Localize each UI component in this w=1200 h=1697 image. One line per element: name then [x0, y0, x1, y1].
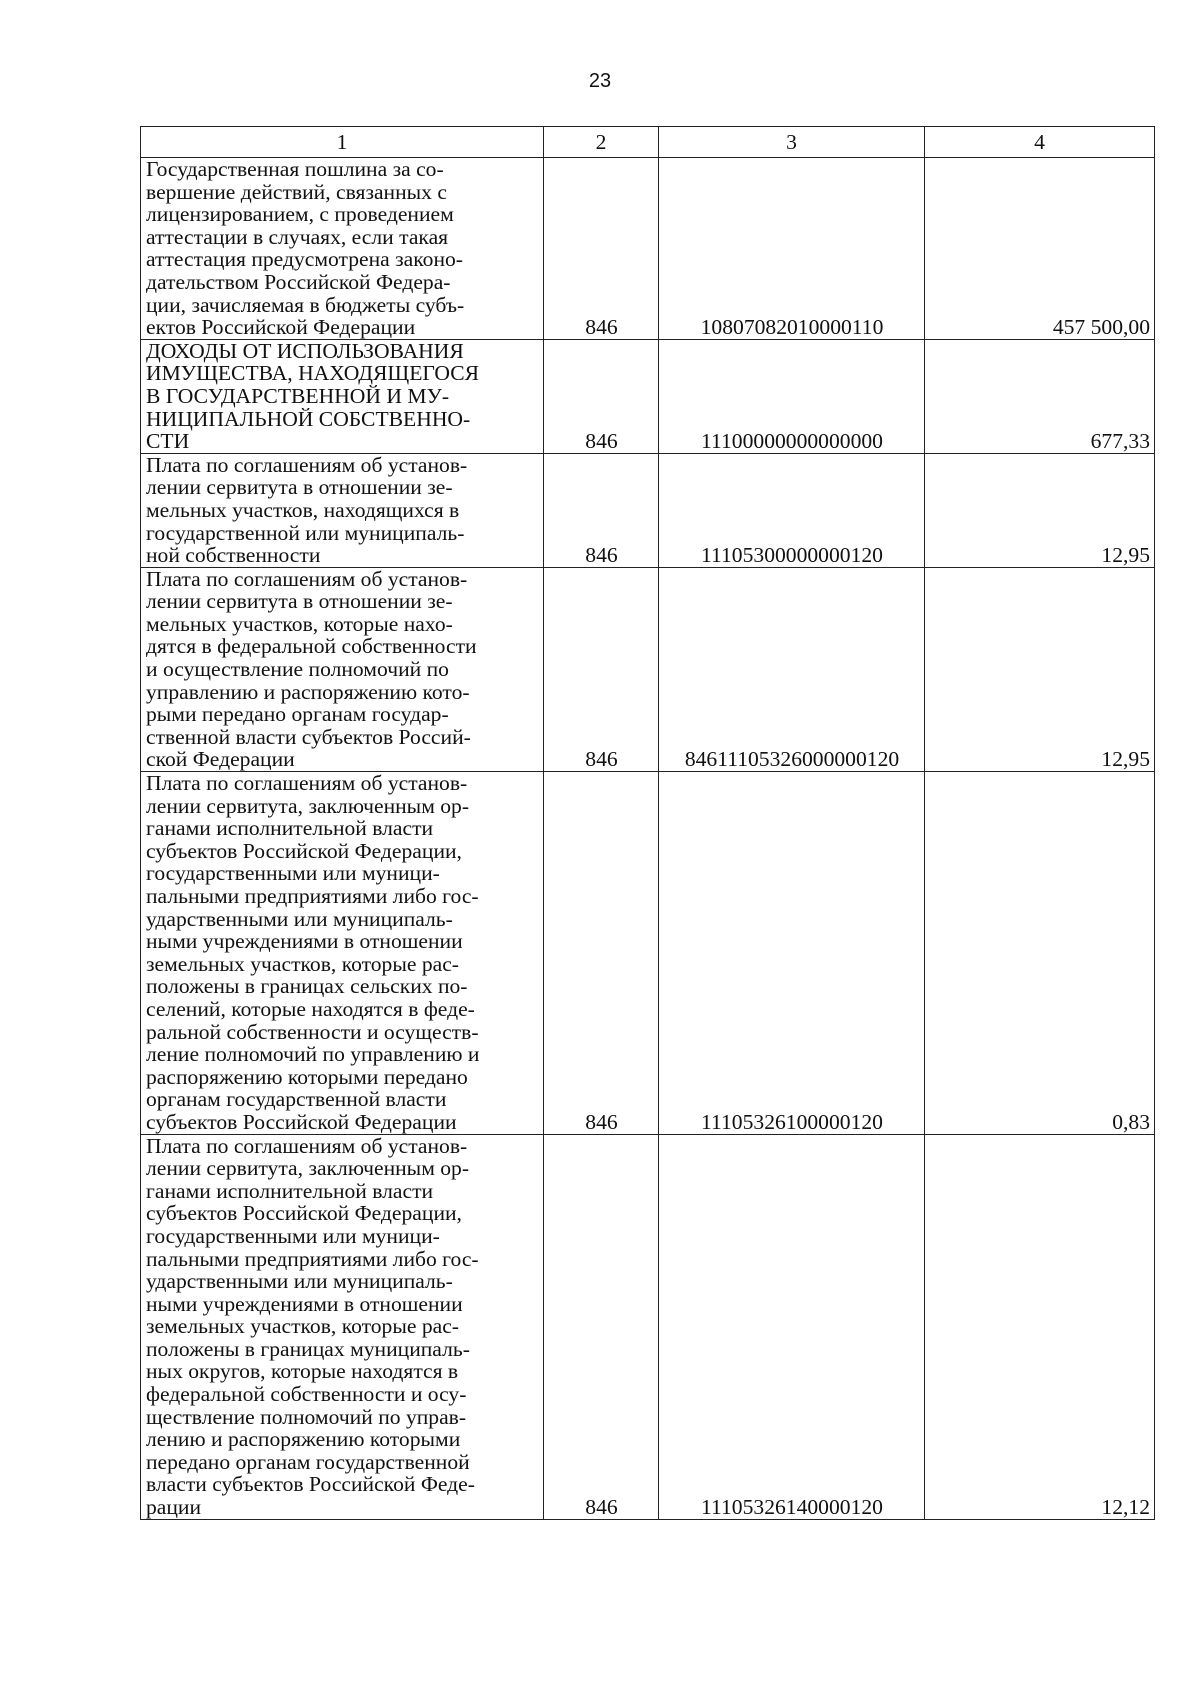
revenue-name-line: мельных участков, находящихся в: [146, 497, 460, 522]
admin-code-cell: 846: [544, 567, 659, 771]
revenue-name-line: Плата по соглашениям об установ-: [146, 771, 468, 796]
revenue-name-cell: [141, 567, 544, 771]
revenue-name-line: органам государственной власти: [146, 1087, 447, 1112]
revenue-name-line: аттестация предусмотрена законо-: [146, 247, 463, 272]
revenue-name-line: ственной власти субъектов Россий-: [146, 724, 471, 749]
revenue-name-line: положены в границах сельских по-: [146, 974, 468, 999]
revenue-name-line: распоряжению которыми передано: [146, 1064, 468, 1089]
table-row: [141, 567, 1155, 771]
revenue-name-line: мельных участков, которые нахо-: [146, 611, 453, 636]
revenue-name-cell: [141, 453, 544, 567]
revenue-name-line: субъектов Российской Федерации,: [146, 838, 462, 863]
revenue-name-line: Государственная пошлина за со-: [146, 157, 444, 181]
revenue-name-line: пальными предприятиями либо гос-: [146, 1246, 479, 1271]
revenue-name-line: лению и распоряжению которыми: [146, 1427, 461, 1452]
revenue-name-line: ление полномочий по управлению и: [146, 1042, 480, 1067]
revenue-name-line: дательством Российской Федера-: [146, 269, 451, 294]
amount-cell: 677,33: [925, 339, 1155, 453]
budget-classification-code-cell: 84611105326000000120: [659, 567, 925, 771]
revenue-name-line: федеральной собственности и осу-: [146, 1382, 467, 1407]
table-row: [141, 772, 1155, 1135]
revenue-name-line: ДОХОДЫ ОТ ИСПОЛЬЗОВАНИЯ: [146, 338, 464, 363]
column-header-1: 1: [141, 127, 544, 158]
revenue-name-line: ударственными или муниципаль-: [146, 906, 453, 931]
revenue-name-line: В ГОСУДАРСТВЕННОЙ И МУ-: [146, 383, 450, 408]
budget-classification-code-cell: 11105326100000120: [659, 772, 925, 1135]
revenue-name-line: власти субъектов Российской Феде-: [146, 1472, 475, 1497]
admin-code-cell: 846: [544, 339, 659, 453]
revenue-name-line: Плата по соглашениям об установ-: [146, 452, 468, 477]
revenue-name-line: ральной собственности и осуществ-: [146, 1019, 479, 1044]
admin-code-cell: 846: [544, 453, 659, 567]
revenue-name-line: ными учреждениями в отношении: [146, 1291, 463, 1316]
revenue-name-line: пальными предприятиями либо гос-: [146, 884, 479, 908]
revenue-name-line: аттестации в случаях, если такая: [146, 224, 449, 249]
revenue-name-line: ганами исполнительной власти: [146, 1178, 434, 1203]
revenue-name-line: ществление полномочий по управ-: [146, 1404, 467, 1429]
revenue-name-cell: [141, 158, 544, 340]
revenue-name-line: рыми передано органам государ-: [146, 702, 449, 727]
budget-classification-code-cell: 10807082010000110: [659, 158, 925, 340]
revenue-name-line: ными учреждениями в отношении: [146, 929, 463, 954]
revenue-name-line: селений, которые находятся в феде-: [146, 996, 475, 1021]
amount-cell: 12,95: [925, 567, 1155, 771]
admin-code-cell: 846: [544, 772, 659, 1135]
revenue-name-line: передано органам государственной: [146, 1449, 470, 1474]
amount-cell: 457 500,00: [925, 158, 1155, 340]
admin-code-cell: 846: [544, 1134, 659, 1519]
revenue-name-line: ударственными или муниципаль-: [146, 1269, 453, 1294]
revenue-name-line: вершение действий, связанных с: [146, 179, 447, 204]
amount-cell: 0,83: [925, 772, 1155, 1135]
amount-cell: 12,12: [925, 1134, 1155, 1519]
revenue-name-line: государственными или муници-: [146, 861, 440, 886]
budget-table: [140, 126, 1155, 1520]
amount-cell: 12,95: [925, 453, 1155, 567]
revenue-name-line: рации: [146, 1495, 202, 1520]
admin-code-cell: 846: [544, 158, 659, 340]
revenue-name-line: лении сервитута в отношении зе-: [146, 589, 453, 614]
revenue-name-line: государственной или муниципаль-: [146, 520, 465, 545]
revenue-name-cell: [141, 1134, 544, 1519]
revenue-name-line: земельных участков, которые рас-: [146, 1314, 459, 1339]
page-number: 23: [588, 70, 612, 92]
revenue-name-line: субъектов Российской Федерации,: [146, 1201, 462, 1226]
budget-classification-code-cell: 11100000000000000: [659, 339, 925, 453]
revenue-name-line: ганами исполнительной власти: [146, 816, 434, 841]
revenue-name-line: ных округов, которые находятся в: [146, 1359, 459, 1384]
revenue-name-line: лении сервитута, заключенным ор-: [146, 1156, 470, 1181]
revenue-name-line: НИЦИПАЛЬНОЙ СОБСТВЕННО-: [146, 406, 471, 431]
revenue-name-line: лении сервитута, заключенным ор-: [146, 793, 470, 818]
table-header-row: [141, 127, 1155, 158]
column-header-2: 2: [544, 127, 659, 158]
table-row: [141, 339, 1155, 453]
column-header-4: 4: [925, 127, 1155, 158]
revenue-name-line: государственными или муници-: [146, 1223, 440, 1248]
revenue-name-line: дятся в федеральной собственности: [146, 634, 477, 659]
revenue-name-line: субъектов Российской Федерации: [146, 1109, 457, 1134]
revenue-name-line: ции, зачисляемая в бюджеты субъ-: [146, 292, 465, 317]
column-header-3: 3: [659, 127, 925, 158]
revenue-name-line: СТИ: [146, 429, 190, 454]
revenue-name-line: ИМУЩЕСТВА, НАХОДЯЩЕГОСЯ: [146, 361, 480, 386]
revenue-name-line: и осуществление полномочий по: [146, 657, 449, 682]
revenue-name-cell: [141, 339, 544, 453]
revenue-name-line: ектов Российской Федерации: [146, 315, 416, 340]
revenue-name-line: ской Федерации: [146, 747, 295, 772]
revenue-name-line: ной собственности: [146, 543, 321, 568]
revenue-name-line: лении сервитута в отношении зе-: [146, 475, 453, 500]
revenue-name-line: управлению и распоряжению кото-: [146, 679, 470, 704]
revenue-name-line: Плата по соглашениям об установ-: [146, 566, 468, 591]
table-row: [141, 453, 1155, 567]
table-row: [141, 158, 1155, 340]
budget-classification-code-cell: 11105326140000120: [659, 1134, 925, 1519]
budget-classification-code-cell: 11105300000000120: [659, 453, 925, 567]
revenue-name-line: лицензированием, с проведением: [146, 202, 454, 227]
table-row: [141, 1134, 1155, 1519]
revenue-name-line: Плата по соглашениям об установ-: [146, 1133, 468, 1158]
revenue-name-line: положены в границах муниципаль-: [146, 1336, 470, 1361]
revenue-name-cell: [141, 772, 544, 1135]
revenue-name-line: земельных участков, которые рас-: [146, 951, 459, 976]
